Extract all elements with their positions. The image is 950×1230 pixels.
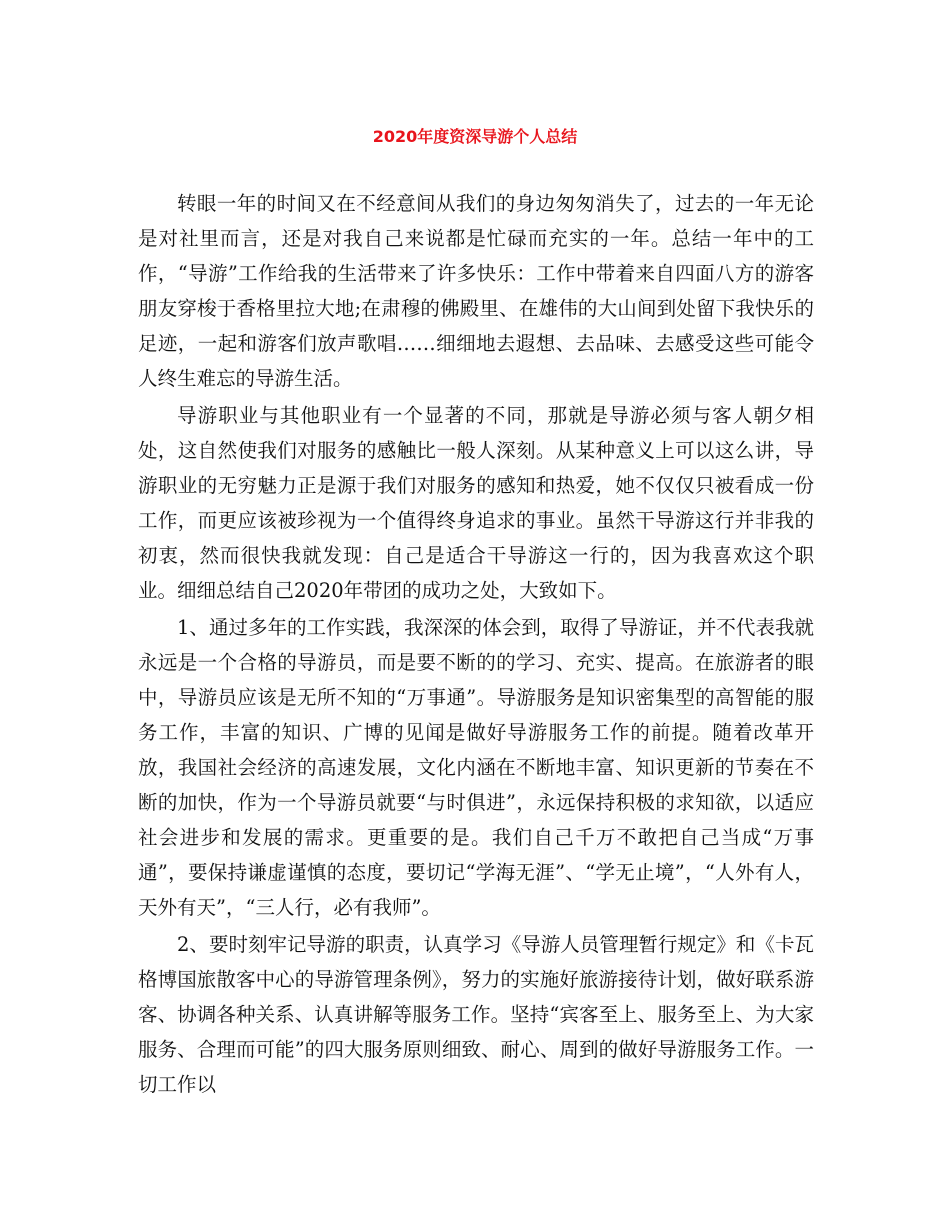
document-title: 2020年度资深导游个人总结 <box>372 127 578 146</box>
paragraph-point-1: 1、通过多年的工作实践，我深深的体会到，取得了导游证，并不代表我就永远是一个合格的导游员，而是要不断的的学习、充实、提高。在旅游者的眼中，导游员应该是无所不知的“万事通”。导游服务是知识密集型的高智能的服务工作，丰富的知识、广博的见闻是做好导游服务工作的前提。随着改革开放，我国社会经济的高速发展，文化内涵在不断地丰富、知识更新的节奏在不断的加快，作为一个导游员就要“与时俱进”，永远保持积极的求知欲，以适应社会进步和发展的需求。更重要的是。我们自己千万不敢把自己当成“万事通”，要保持谦虚谨慎的态度，要切记“学海无涯”、“学无止境”，“人外有人，天外有天”，“三人行，必有我师”。 <box>138 616 814 919</box>
paragraph-intro: 转眼一年的时间又在不经意间从我们的身边匆匆消失了，过去的一年无论是对社里而言，还是对我自己来说都是忙碌而充实的一年。总结一年中的工作，“导游”工作给我的生活带来了许多快乐：工作中带着来自四面八方的游客朋友穿梭于香格里拉大地;在肃穆的佛殿里、在雄伟的大山间到处留下我快乐的足迹，一起和游客们放声歌唱……细细地去遐想、去品味、去感受这些可能令人终生难忘的导游生活。 <box>138 192 814 390</box>
paragraph-point-2: 2、要时刻牢记导游的职责，认真学习《导游人员管理暂行规定》和《卡瓦格博国旅散客中心的导游管理条例》，努力的实施好旅游接待计划，做好联系游客、协调各种关系、认真讲解等服务工作。坚持“宾客至上、服务至上、为大家服务、合理而可能”的四大服务原则细致、耐心、周到的做好导游服务工作。一切工作以 <box>138 933 814 1096</box>
paragraph-profession: 导游职业与其他职业有一个显著的不同，那就是导游必须与客人朝夕相处，这自然使我们对服务的感触比一般人深刻。从某种意义上可以这么讲，导游职业的无穷魅力正是源于我们对服务的感知和热爱，她不仅仅只被看成一份工作，而更应该被珍视为一个值得终身追求的事业。虽然干导游这行并非我的初衷，然而很快我就发现：自己是适合干导游这一行的，因为我喜欢这个职业。细细总结自己2020年带团的成功之处，大致如下。 <box>138 404 814 602</box>
document-body <box>138 186 814 1104</box>
